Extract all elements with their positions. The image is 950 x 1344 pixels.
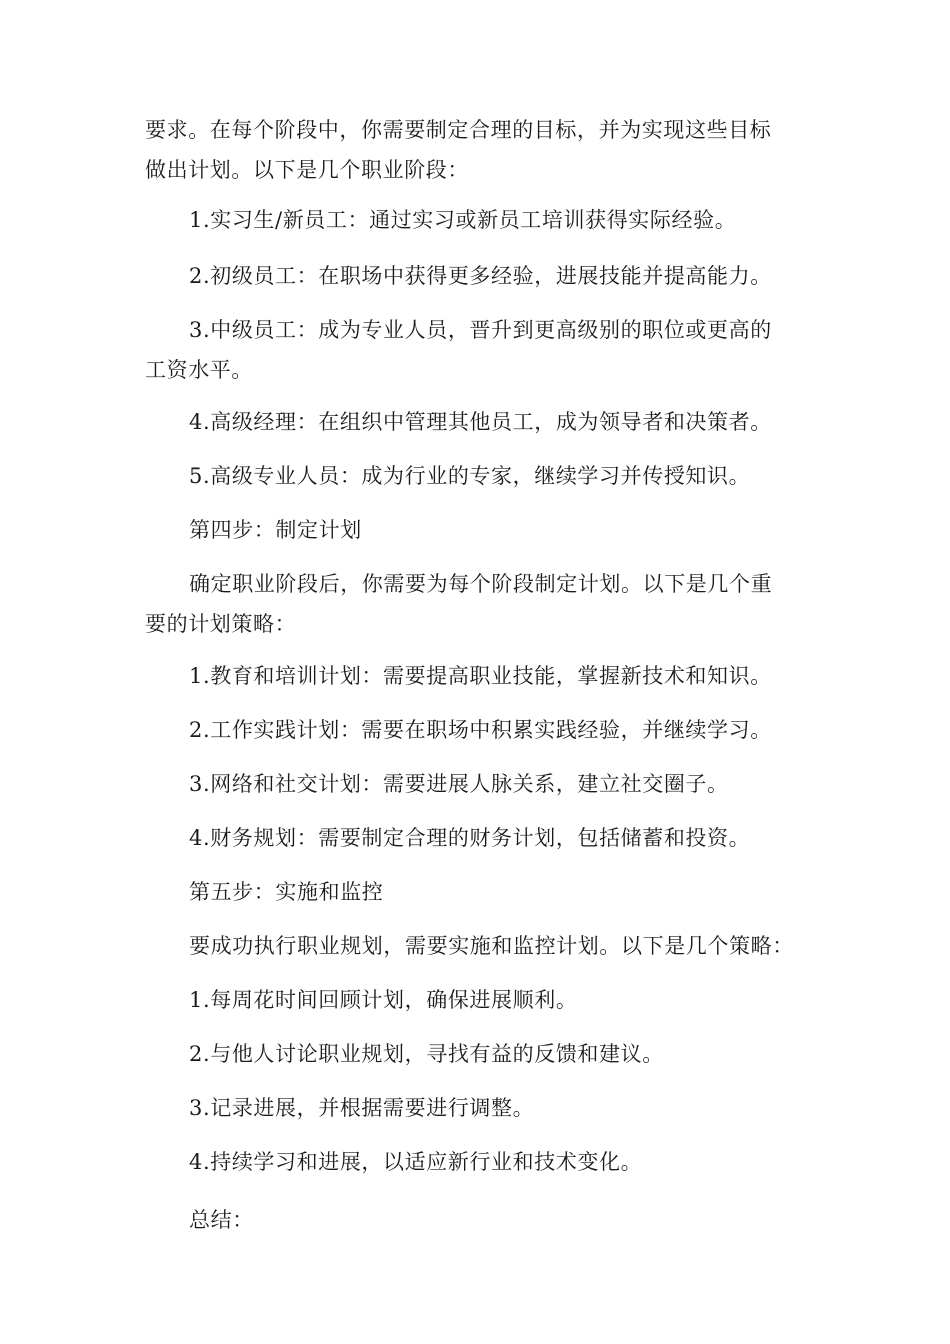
list-item: 3.网络和社交计划：需要进展人脉关系，建立社交圈子。 — [189, 772, 729, 796]
paragraph-line: 要求。在每个阶段中，你需要制定合理的目标，并为实现这些目标 — [145, 118, 772, 142]
paragraph-line: 工资水平。 — [145, 358, 253, 382]
list-item: 4.高级经理：在组织中管理其他员工，成为领导者和决策者。 — [189, 410, 772, 434]
section-heading: 总结： — [189, 1208, 254, 1232]
list-item: 2.与他人讨论职业规划，寻找有益的反馈和建议。 — [189, 1042, 664, 1066]
section-heading: 第四步：制定计划 — [189, 518, 362, 542]
list-item: 5.高级专业人员：成为行业的专家，继续学习并传授知识。 — [189, 464, 751, 488]
list-item: 2.工作实践计划：需要在职场中积累实践经验，并继续学习。 — [189, 718, 772, 742]
list-item: 3.记录进展，并根据需要进行调整。 — [189, 1096, 535, 1120]
list-item: 1.每周花时间回顾计划，确保进展顺利。 — [189, 988, 578, 1012]
list-item: 4.持续学习和进展，以适应新行业和技术变化。 — [189, 1150, 643, 1174]
paragraph-line: 确定职业阶段后，你需要为每个阶段制定计划。以下是几个重 — [189, 572, 773, 596]
list-item: 4.财务规划：需要制定合理的财务计划，包括储蓄和投资。 — [189, 826, 751, 850]
paragraph-line: 做出计划。以下是几个职业阶段： — [145, 158, 469, 182]
list-item: 3.中级员工：成为专业人员，晋升到更高级别的职位或更高的 — [189, 318, 772, 342]
list-item: 1.实习生/新员工：通过实习或新员工培训获得实际经验。 — [189, 208, 737, 232]
paragraph-line: 要成功执行职业规划，需要实施和监控计划。以下是几个策略： — [189, 934, 794, 958]
section-heading: 第五步：实施和监控 — [189, 880, 384, 904]
list-item: 1.教育和培训计划：需要提高职业技能，掌握新技术和知识。 — [189, 664, 772, 688]
list-item: 2.初级员工：在职场中获得更多经验，进展技能并提高能力。 — [189, 264, 772, 288]
paragraph-line: 要的计划策略： — [145, 612, 297, 636]
